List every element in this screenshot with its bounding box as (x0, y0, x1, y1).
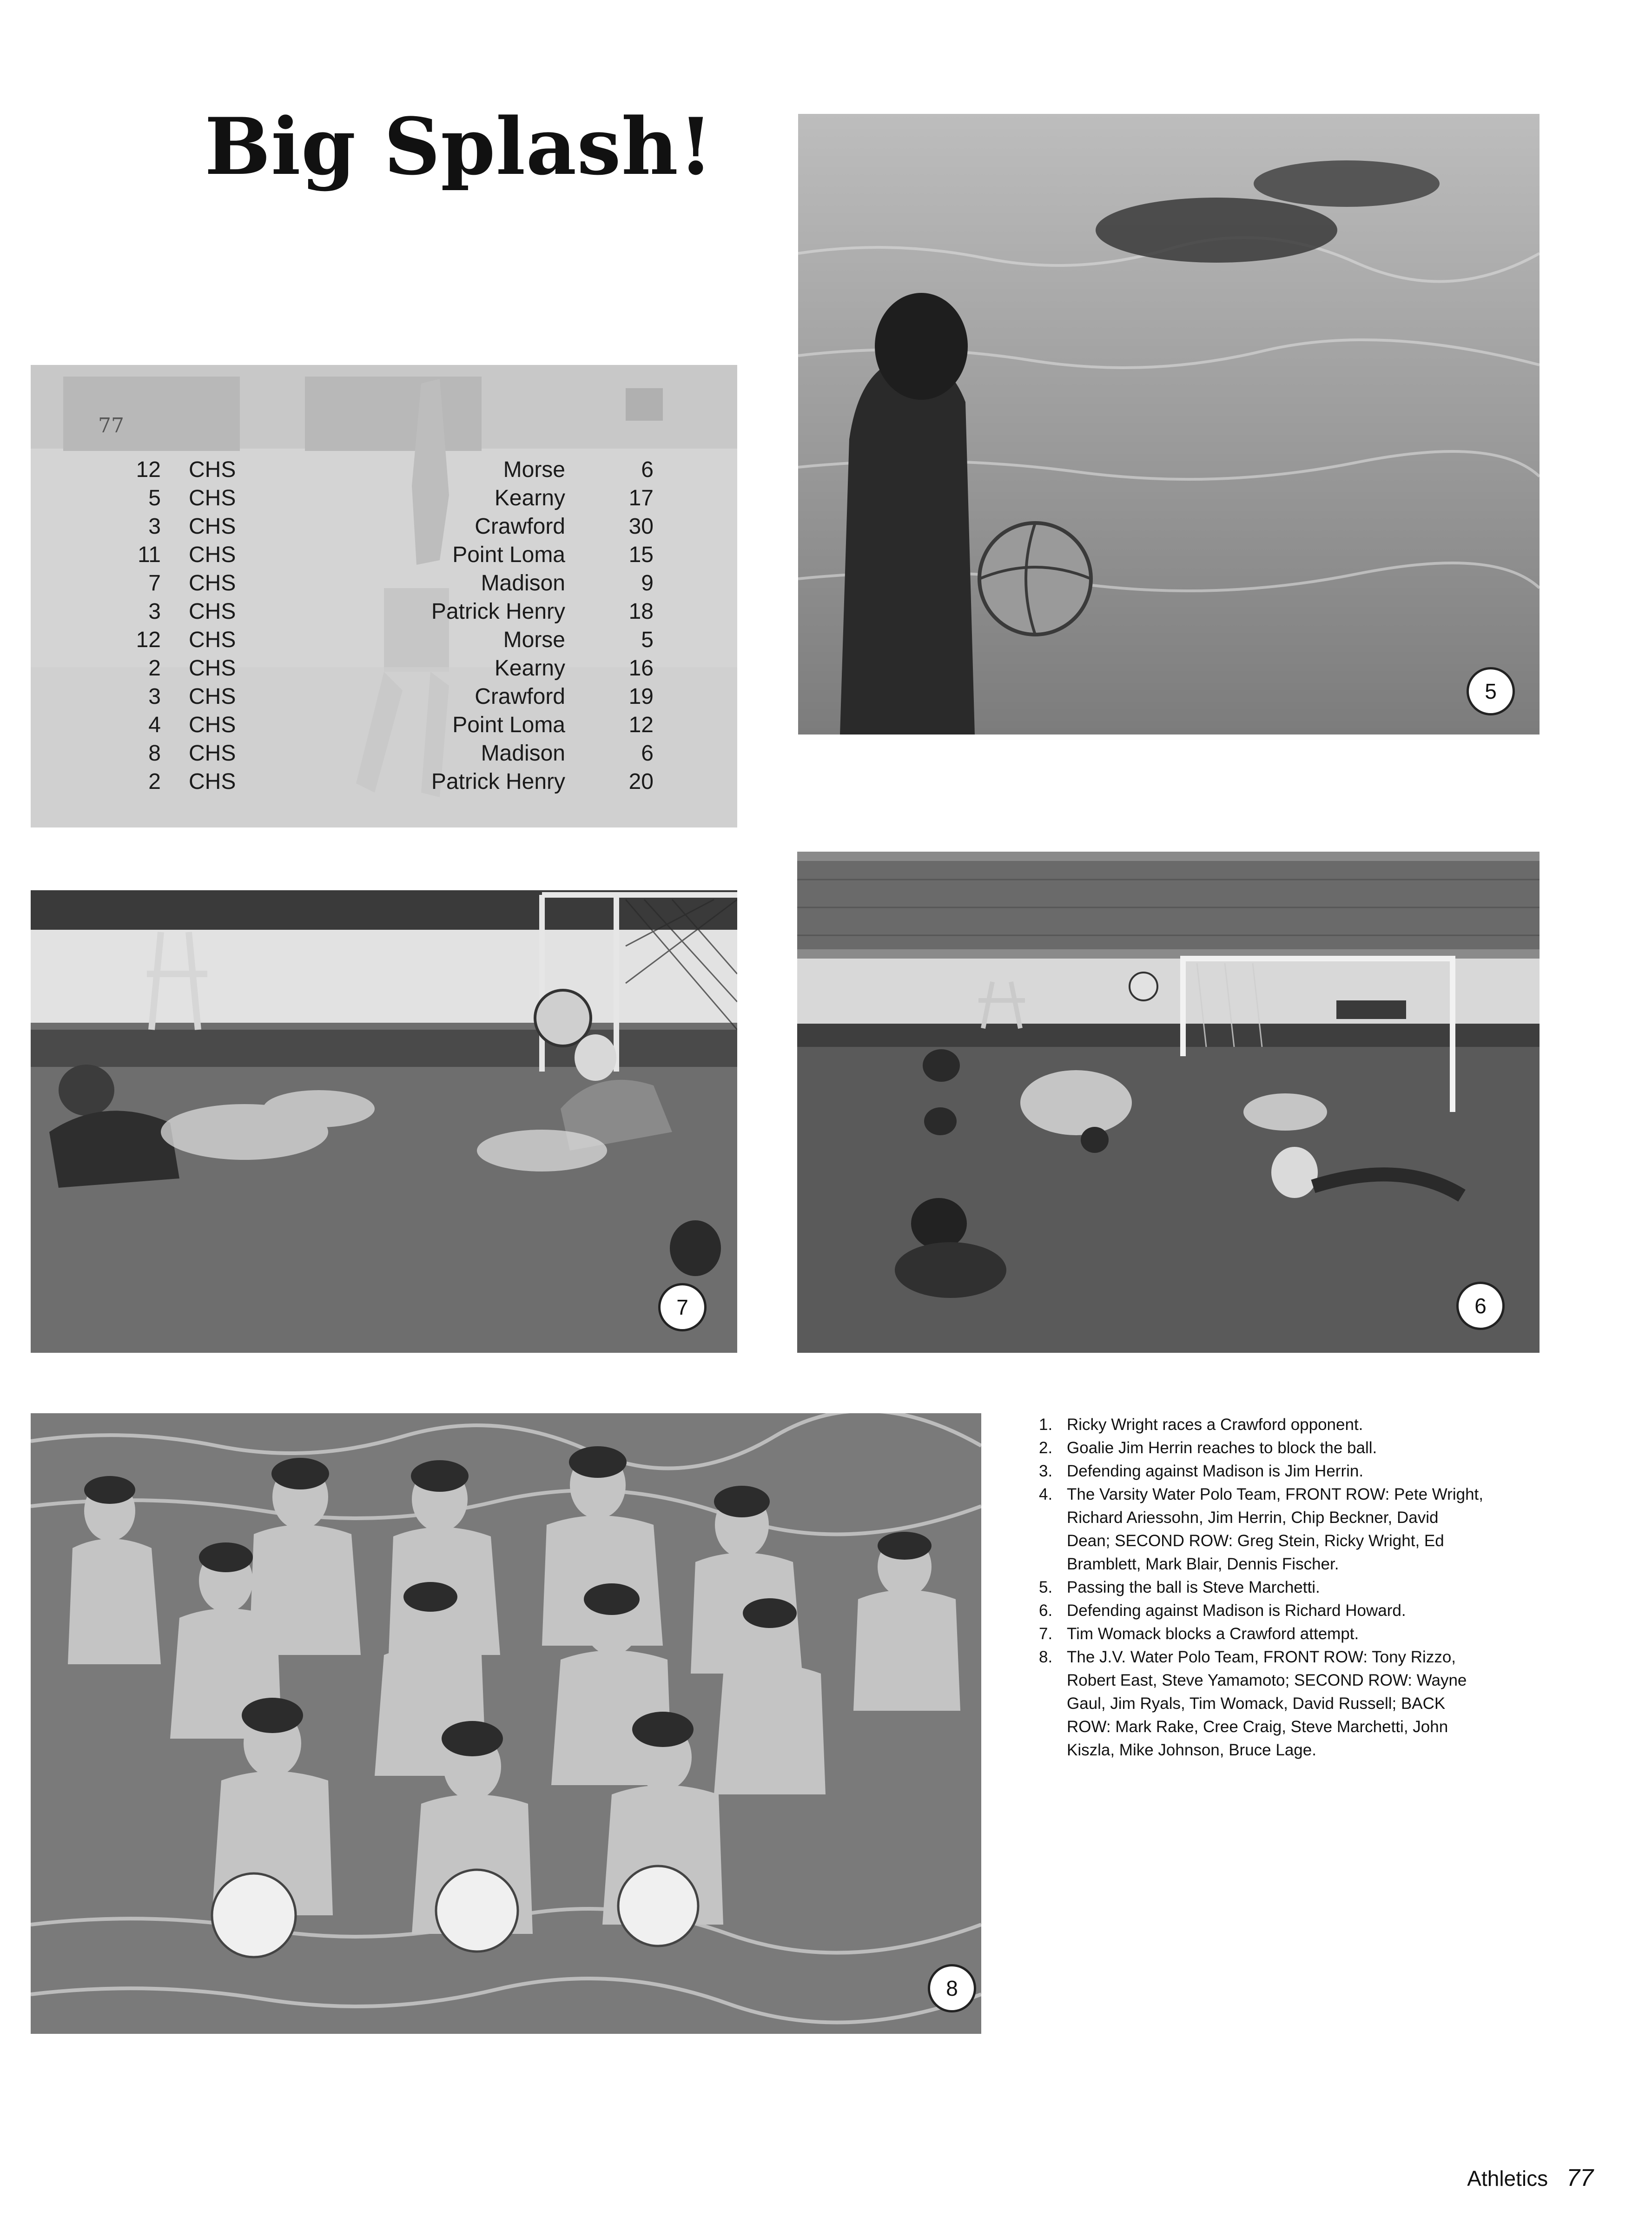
chs-score: 8 (148, 741, 161, 766)
photo-number-badge: 8 (928, 1964, 976, 2012)
opponent-score: 30 (628, 514, 654, 539)
caption-number: 7. (1039, 1625, 1053, 1643)
chs-score: 2 (148, 656, 161, 681)
schedule-row (31, 626, 737, 654)
photo-number-badge: 7 (658, 1283, 707, 1331)
schedule-row (31, 484, 737, 512)
page-number: 77 (1566, 2164, 1593, 2191)
team-label: CHS (189, 684, 236, 709)
opponent-score: 16 (628, 656, 654, 681)
schedule-row (31, 654, 737, 682)
chs-score: 12 (136, 457, 161, 482)
caption-text: Tim Womack blocks a Crawford attempt. (1067, 1625, 1359, 1643)
opponent-score: 18 (628, 599, 654, 624)
opponent-score: 12 (628, 713, 654, 737)
caption-item (1039, 1413, 1485, 1436)
opponent-name: Point Loma (452, 713, 565, 737)
photo-number-badge: 5 (1467, 667, 1515, 715)
team-label: CHS (189, 486, 236, 510)
opponent-score: 5 (641, 628, 654, 652)
schedule-row (31, 541, 737, 569)
season-results-table (31, 365, 737, 827)
photo-player-holding-ball (798, 114, 1540, 735)
photo-pool-action (797, 852, 1540, 1353)
caption-text: Goalie Jim Herrin reaches to block the ball. (1067, 1439, 1377, 1457)
schedule-row (31, 711, 737, 739)
season-year: 77 (98, 414, 124, 437)
opponent-name: Patrick Henry (431, 769, 565, 794)
chs-score: 2 (148, 769, 161, 794)
opponent-name: Kearny (494, 656, 565, 681)
team-label: CHS (189, 543, 236, 567)
caption-text: Ricky Wright races a Crawford opponent. (1067, 1416, 1363, 1434)
caption-number: 8. (1039, 1648, 1053, 1666)
team-label: CHS (189, 514, 236, 539)
opponent-name: Morse (503, 628, 565, 652)
caption-text: The J.V. Water Polo Team, FRONT ROW: Tony Rizzo, Robert East, Steve Yamamoto; SECOND ROW: Wayne Gaul, Jim Ryals, Tim Womack, David Russell; BACK ROW: Mark Rake, Cree Craig, Steve Marchetti, John Kiszla, Mike Johnson, Bruce Lage. (1067, 1648, 1467, 1759)
caption-number: 6. (1039, 1602, 1053, 1620)
schedule-row (31, 768, 737, 796)
schedule-row (31, 597, 737, 626)
caption-text: The Varsity Water Polo Team, FRONT ROW: Pete Wright, Richard Ariessohn, Jim Herrin, Chip Beckner, David Dean; SECOND ROW: Greg Stein, Ricky Wright, Ed Bramblett, Mark Blair, Dennis Fischer. (1067, 1485, 1483, 1573)
opponent-name: Morse (503, 457, 565, 482)
caption-item (1039, 1460, 1485, 1483)
opponent-score: 19 (628, 684, 654, 709)
photo-goalie-block (31, 890, 737, 1353)
chs-score: 11 (138, 543, 161, 567)
schedule-row (31, 569, 737, 597)
caption-number: 5. (1039, 1578, 1053, 1596)
opponent-name: Patrick Henry (431, 599, 565, 624)
caption-text: Defending against Madison is Richard Howard. (1067, 1602, 1406, 1620)
caption-item (1039, 1483, 1485, 1576)
chs-score: 7 (148, 571, 161, 596)
caption-item (1039, 1646, 1485, 1762)
chs-score: 4 (148, 713, 161, 737)
opponent-name: Kearny (494, 486, 565, 510)
chs-score: 12 (136, 628, 161, 652)
opponent-score: 6 (641, 741, 654, 766)
opponent-score: 6 (641, 457, 654, 482)
caption-item (1039, 1599, 1485, 1622)
opponent-score: 9 (641, 571, 654, 596)
caption-item (1039, 1436, 1485, 1460)
schedule-row (31, 739, 737, 768)
opponent-name: Madison (481, 741, 565, 766)
section-name: Athletics (1467, 2166, 1548, 2191)
opponent-name: Crawford (475, 684, 565, 709)
opponent-score: 17 (628, 486, 654, 510)
chs-score: 3 (148, 514, 161, 539)
caption-item (1039, 1576, 1485, 1599)
caption-number: 3. (1039, 1462, 1053, 1480)
chs-score: 5 (148, 486, 161, 510)
page-title: Big Splash! (205, 100, 714, 192)
opponent-score: 20 (628, 769, 654, 794)
caption-text: Passing the ball is Steve Marchetti. (1067, 1578, 1320, 1596)
photo-number-badge: 6 (1456, 1282, 1505, 1330)
team-label: CHS (189, 599, 236, 624)
caption-text: Defending against Madison is Jim Herrin. (1067, 1462, 1364, 1480)
caption-number: 4. (1039, 1485, 1053, 1503)
schedule-row (31, 456, 737, 484)
caption-number: 2. (1039, 1439, 1053, 1457)
team-label: CHS (189, 769, 236, 794)
chs-score: 3 (148, 599, 161, 624)
opponent-score: 15 (628, 543, 654, 567)
schedule-row (31, 682, 737, 711)
opponent-name: Crawford (475, 514, 565, 539)
photo-captions (1039, 1413, 1485, 1762)
chs-score: 3 (148, 684, 161, 709)
team-label: CHS (189, 656, 236, 681)
team-label: CHS (189, 741, 236, 766)
page-footer (1467, 2164, 1593, 2192)
team-label: CHS (189, 713, 236, 737)
team-label: CHS (189, 628, 236, 652)
photo-jv-team (31, 1413, 981, 2034)
opponent-name: Point Loma (452, 543, 565, 567)
schedule-row (31, 512, 737, 541)
team-label: CHS (189, 457, 236, 482)
caption-number: 1. (1039, 1416, 1053, 1434)
opponent-name: Madison (481, 571, 565, 596)
caption-item (1039, 1622, 1485, 1646)
team-label: CHS (189, 571, 236, 596)
